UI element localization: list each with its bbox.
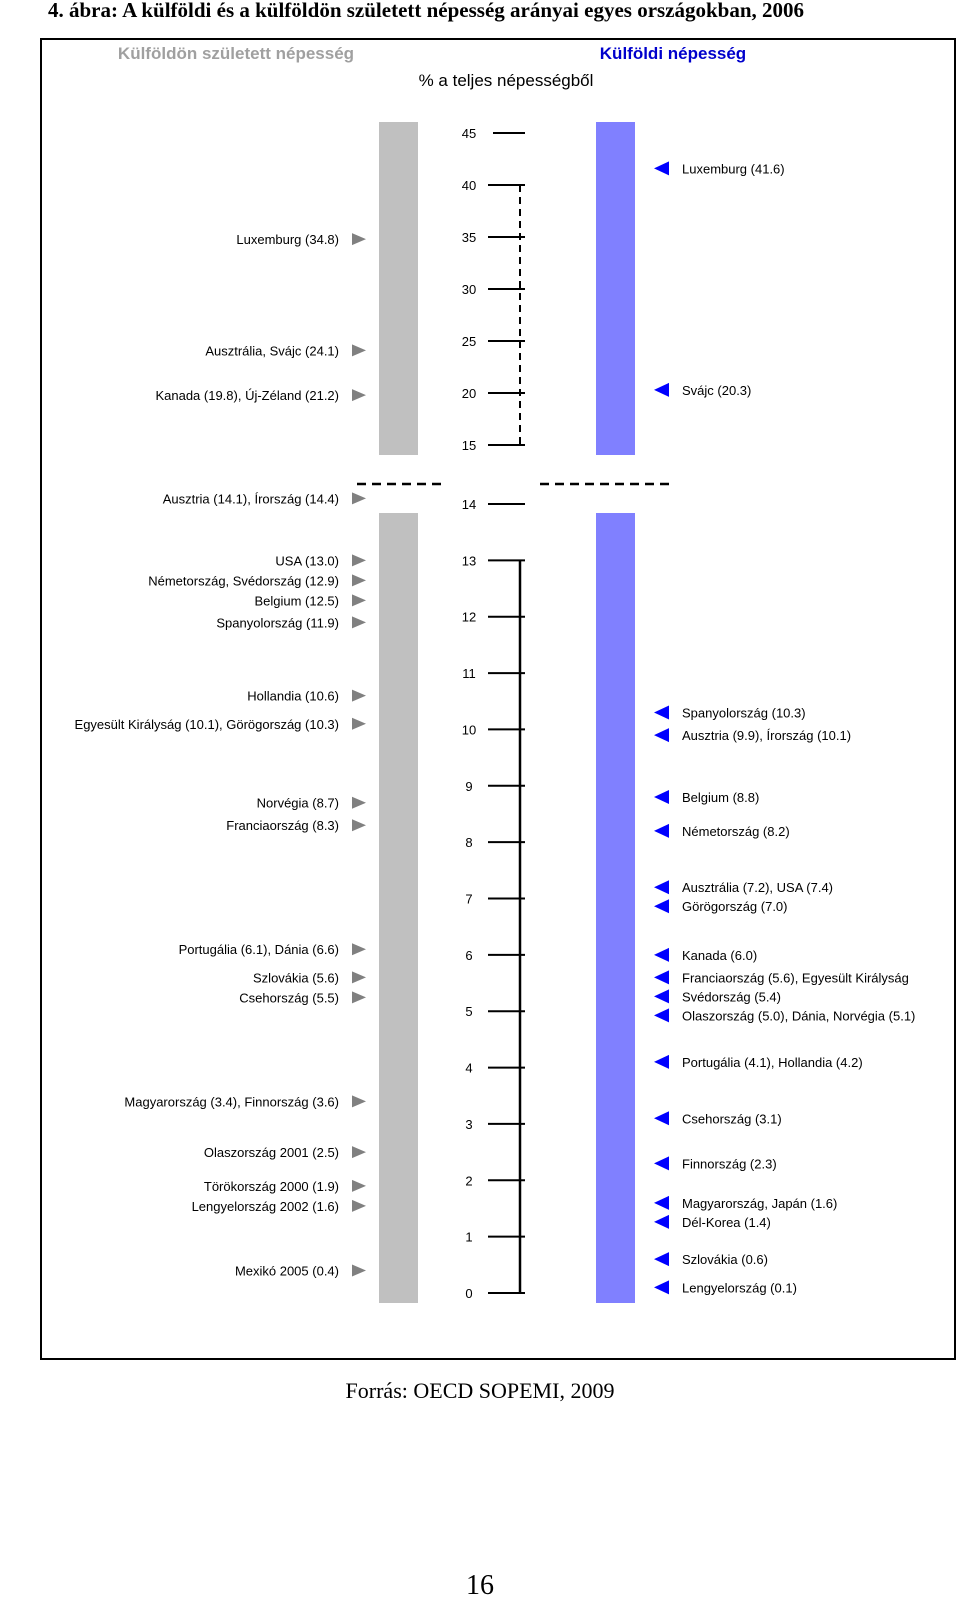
left-series-label: Belgium (12.5) xyxy=(254,593,339,609)
right-series-label: Lengyelország (0.1) xyxy=(682,1280,797,1296)
left-series-label: Hollandia (10.6) xyxy=(247,688,339,704)
right-series-label: Luxemburg (41.6) xyxy=(682,161,785,177)
left-series-label: Szlovákia (5.6) xyxy=(253,970,339,986)
y-tick-label: 3 xyxy=(465,1116,473,1132)
y-tick-label: 12 xyxy=(461,609,477,625)
right-bar-upper xyxy=(596,122,635,455)
left-series-marker xyxy=(352,233,366,245)
right-series-label: Magyarország, Japán (1.6) xyxy=(682,1195,838,1211)
right-series-marker xyxy=(654,970,669,984)
y-tick-label: 4 xyxy=(465,1060,473,1076)
left-series-marker xyxy=(352,492,366,504)
y-tick-label: 25 xyxy=(461,334,477,349)
left-series-marker xyxy=(352,690,366,702)
y-tick-label: 2 xyxy=(465,1173,473,1189)
left-series-label: Kanada (19.8), Új-Zéland (21.2) xyxy=(155,388,339,404)
right-series-title: Külföldi népesség xyxy=(599,44,747,63)
right-series-marker xyxy=(654,1252,669,1266)
right-series-marker xyxy=(654,1055,669,1069)
right-series-label: Németország (8.2) xyxy=(682,823,790,839)
y-tick-label: 13 xyxy=(461,553,477,569)
y-tick-label: 40 xyxy=(461,178,477,193)
right-series-marker xyxy=(654,706,669,720)
right-series-marker xyxy=(654,383,669,397)
right-series-label: Portugália (4.1), Hollandia (4.2) xyxy=(682,1054,863,1070)
left-series-label: Norvégia (8.7) xyxy=(256,795,339,811)
right-series-label: Belgium (8.8) xyxy=(682,790,760,806)
left-series-marker xyxy=(352,718,366,730)
left-bar-lower xyxy=(379,513,418,1303)
y-tick-label: 9 xyxy=(465,778,473,794)
y-tick-label: 11 xyxy=(462,666,476,682)
left-series-marker xyxy=(352,819,366,831)
right-series-marker xyxy=(654,1008,669,1022)
left-series-label: Luxemburg (34.8) xyxy=(236,232,339,248)
right-series-marker xyxy=(654,880,669,894)
right-series-marker xyxy=(654,1156,669,1170)
left-series-label: Portugália (6.1), Dánia (6.6) xyxy=(178,942,339,958)
y-tick-label: 45 xyxy=(461,126,477,141)
left-series-marker xyxy=(352,1146,366,1158)
y-tick-label: 15 xyxy=(461,438,477,453)
left-bar-upper xyxy=(379,122,418,455)
right-series-label: Spanyolország (10.3) xyxy=(682,705,806,721)
left-series-marker xyxy=(352,797,366,809)
y-tick-label: 14 xyxy=(461,497,477,512)
right-series-label: Ausztria (9.9), Írország (10.1) xyxy=(682,728,852,744)
left-series-marker xyxy=(352,1095,366,1107)
y-axis-label: % a teljes népességből xyxy=(418,71,594,90)
right-series-marker xyxy=(654,989,669,1003)
y-tick-label: 1 xyxy=(465,1229,473,1245)
right-series-label: Finnország (2.3) xyxy=(682,1156,777,1172)
left-series-marker xyxy=(352,971,366,983)
left-series-marker xyxy=(352,1180,366,1192)
y-tick-label: 8 xyxy=(465,835,473,851)
right-series-label: Franciaország (5.6), Egyesült Királyság xyxy=(682,970,909,986)
right-series-label: Görögország (7.0) xyxy=(682,899,788,915)
right-series-marker xyxy=(654,1215,669,1229)
left-series-marker xyxy=(352,594,366,606)
y-tick-label: 35 xyxy=(461,230,477,245)
right-series-marker xyxy=(654,1196,669,1210)
left-series-marker xyxy=(352,616,366,628)
right-series-label: Dél-Korea (1.4) xyxy=(682,1214,771,1230)
page-number: 16 xyxy=(466,1570,494,1601)
source-note: Forrás: OECD SOPEMI, 2009 xyxy=(345,1378,615,1403)
left-series-marker xyxy=(352,554,366,566)
left-series-label: Törökország 2000 (1.9) xyxy=(203,1178,339,1194)
y-tick-label: 0 xyxy=(465,1286,473,1301)
right-series-marker xyxy=(654,728,669,742)
y-tick-label: 5 xyxy=(465,1004,473,1020)
left-series-label: Spanyolország (11.9) xyxy=(216,615,339,631)
y-tick-label: 20 xyxy=(461,386,477,401)
figure-title: 4. ábra: A külföldi és a külföldön született népesség arányai egyes országokban, 2006 xyxy=(48,0,805,22)
right-series-marker xyxy=(654,790,669,804)
right-bar-lower xyxy=(596,513,635,1303)
right-series-marker xyxy=(654,161,669,175)
right-series-label: Svájc (20.3) xyxy=(682,382,752,398)
right-series-label: Olaszország (5.0), Dánia, Norvégia (5.1) xyxy=(682,1008,916,1024)
left-series-label: Ausztrália, Svájc (24.1) xyxy=(205,343,339,359)
left-series-marker xyxy=(352,1264,366,1276)
left-series-label: Csehország (5.5) xyxy=(239,990,339,1006)
left-series-label: Lengyelország 2002 (1.6) xyxy=(191,1198,339,1214)
right-series-marker xyxy=(654,948,669,962)
left-series-label: Egyesült Királyság (10.1), Görögország (10.3) xyxy=(74,716,339,732)
right-series-marker xyxy=(654,899,669,913)
left-series-marker xyxy=(352,574,366,586)
left-series-marker xyxy=(352,344,366,356)
left-series-label: Ausztria (14.1), Írország (14.4) xyxy=(162,491,339,507)
left-series-label: Magyarország (3.4), Finnország (3.6) xyxy=(124,1094,339,1110)
right-series-label: Svédország (5.4) xyxy=(682,989,781,1005)
left-series-marker xyxy=(352,1200,366,1212)
left-series-marker xyxy=(352,389,366,401)
right-series-label: Szlovákia (0.6) xyxy=(682,1252,768,1268)
right-series-marker xyxy=(654,1111,669,1125)
left-series-label: Olaszország 2001 (2.5) xyxy=(203,1145,339,1161)
left-series-marker xyxy=(352,991,366,1003)
y-tick-label: 30 xyxy=(461,282,477,297)
left-series-label: USA (13.0) xyxy=(275,553,339,569)
y-tick-label: 6 xyxy=(465,947,473,963)
left-series-label: Franciaország (8.3) xyxy=(226,818,339,834)
right-series-label: Ausztrália (7.2), USA (7.4) xyxy=(682,880,833,896)
y-tick-label: 10 xyxy=(461,722,477,738)
right-series-label: Csehország (3.1) xyxy=(682,1111,782,1127)
right-series-marker xyxy=(654,824,669,838)
right-series-label: Kanada (6.0) xyxy=(682,947,758,963)
left-series-label: Németország, Svédország (12.9) xyxy=(148,573,339,589)
y-tick-label: 7 xyxy=(465,891,473,907)
left-series-marker xyxy=(352,943,366,955)
right-series-marker xyxy=(654,1280,669,1294)
left-series-title: Külföldön született népesség xyxy=(117,44,355,63)
left-series-label: Mexikó 2005 (0.4) xyxy=(234,1263,339,1279)
